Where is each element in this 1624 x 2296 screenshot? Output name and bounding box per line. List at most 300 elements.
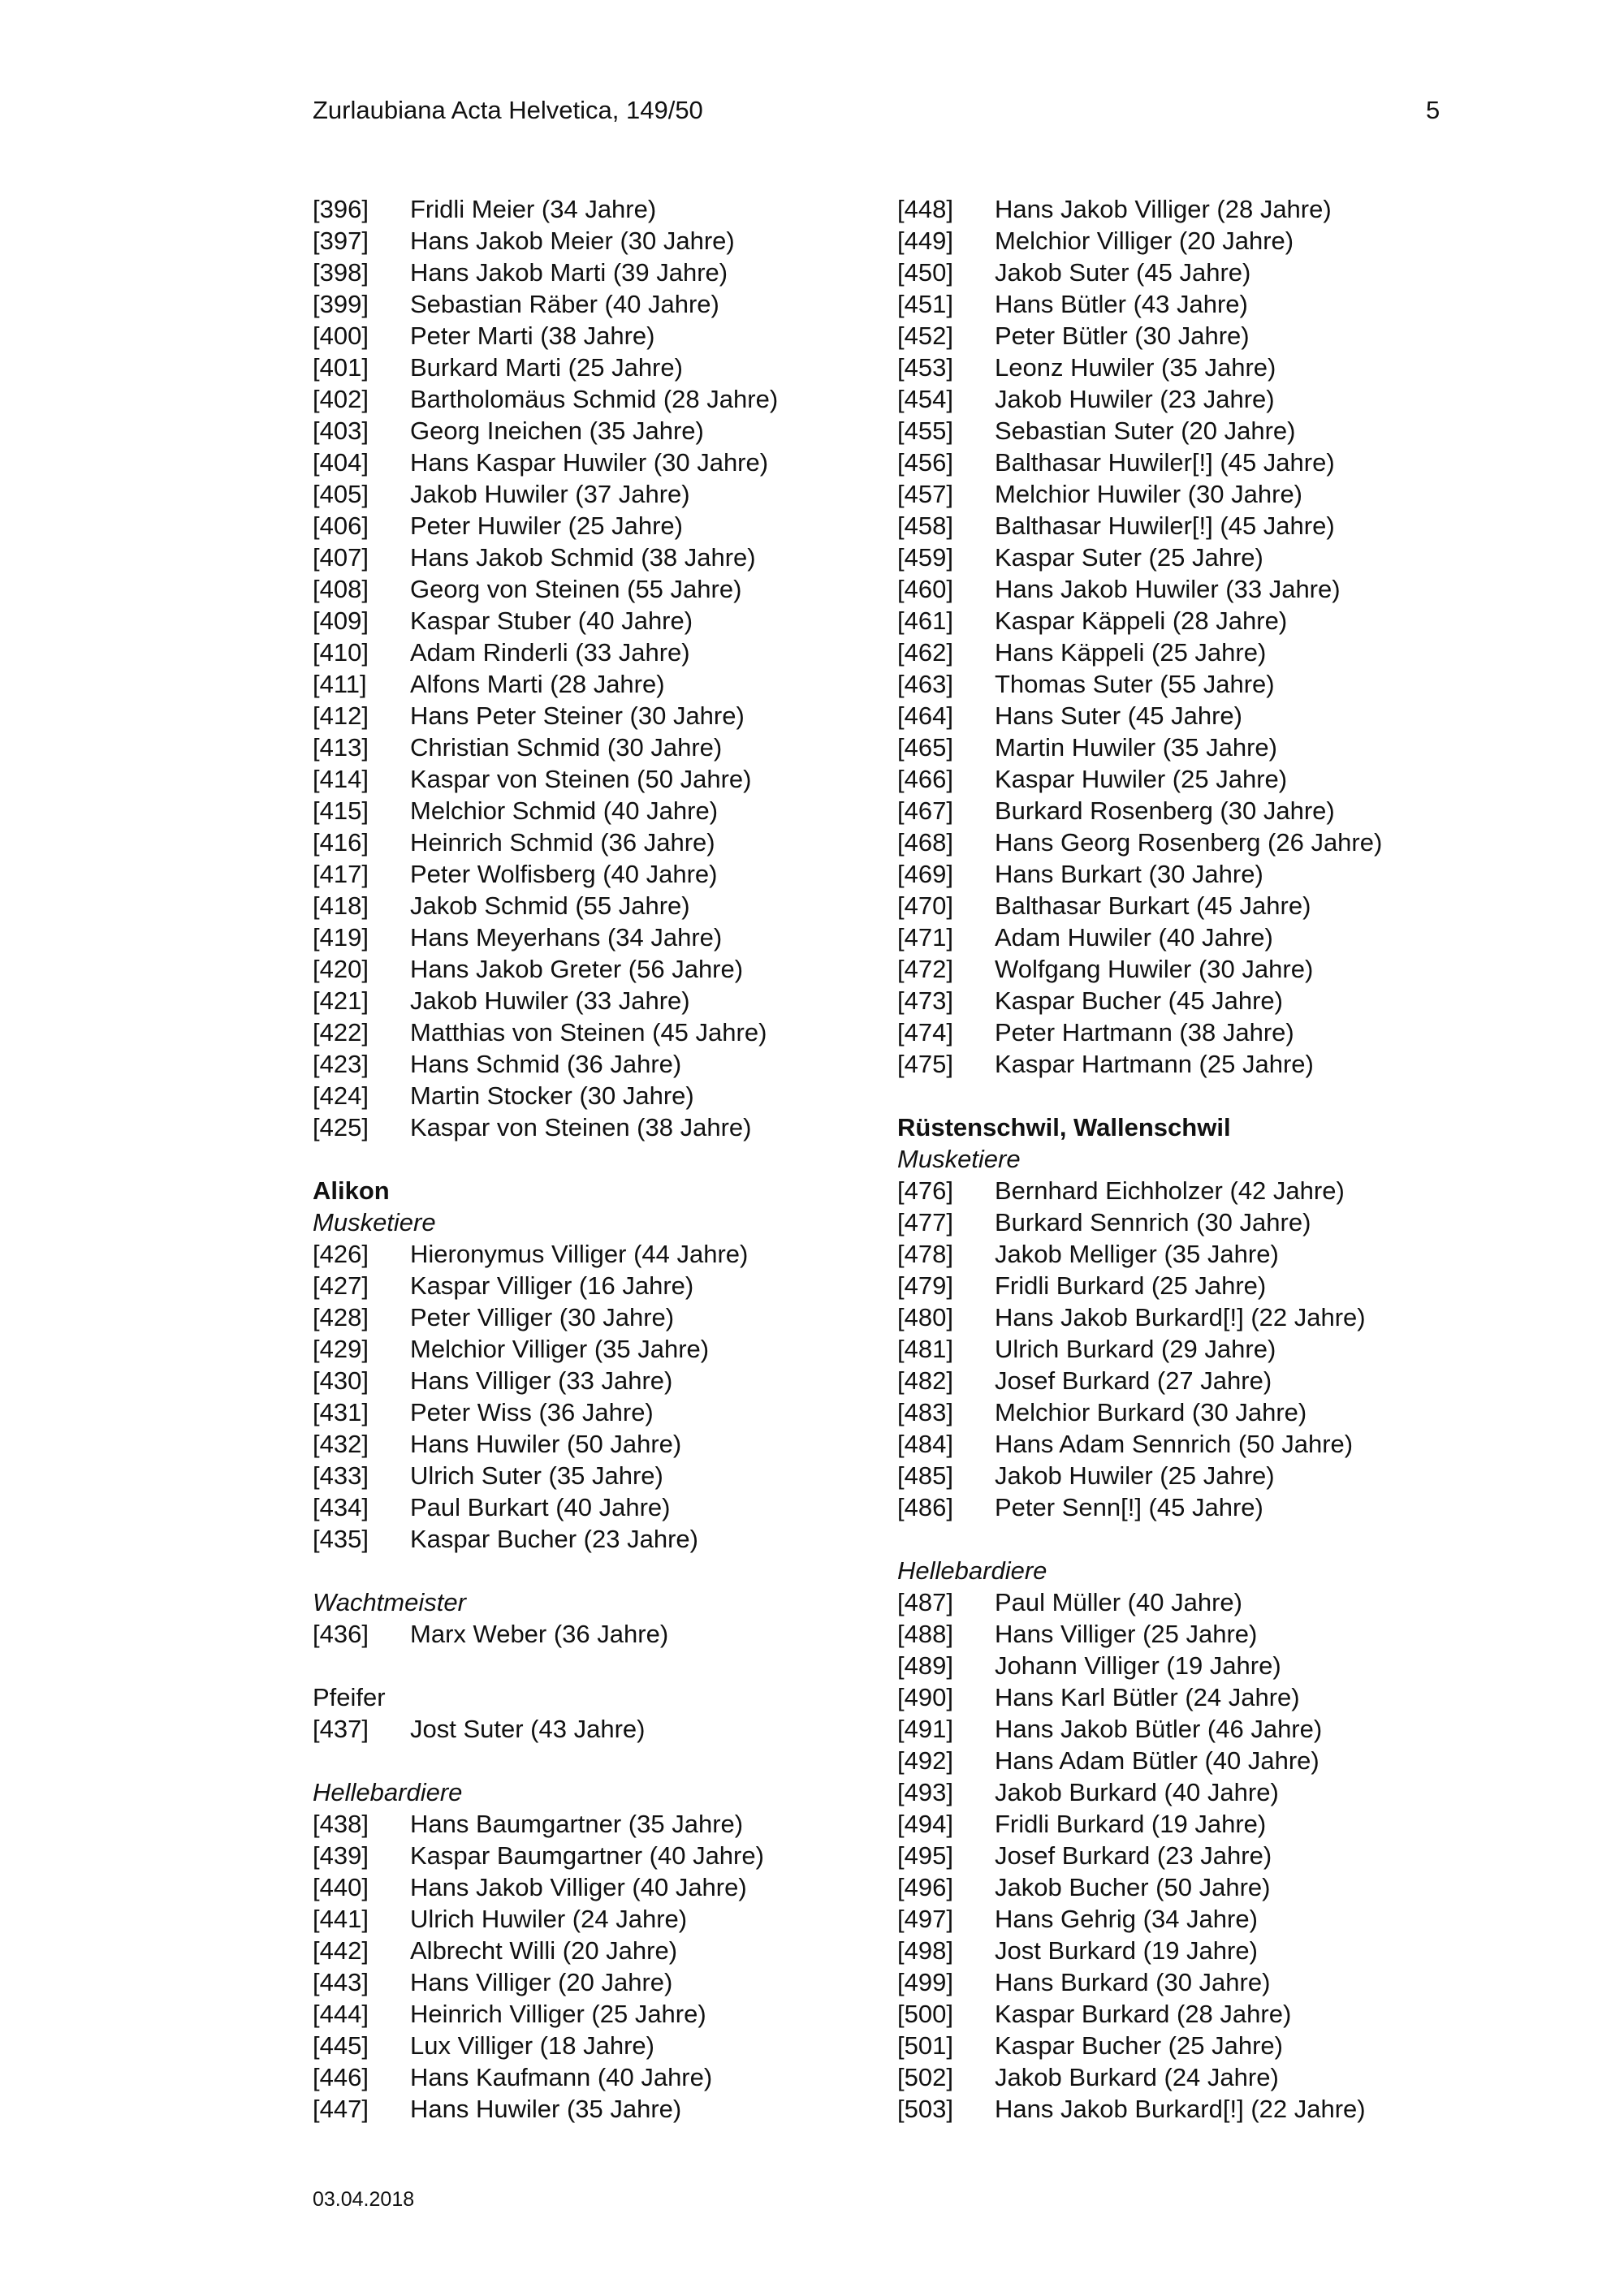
roster-entry — [313, 795, 897, 826]
entry-number: [443] — [313, 1968, 369, 1996]
roster-entry — [897, 2030, 1482, 2061]
roster-entry — [313, 1871, 897, 1903]
roster-entry — [897, 1745, 1482, 1776]
entry-number: [472] — [897, 955, 953, 983]
roster-entry — [313, 542, 897, 573]
entry-name: Hans Schmid (36 Jahre) — [410, 1050, 682, 1078]
entry-name: Marx Weber (36 Jahre) — [410, 1620, 669, 1648]
entry-name: Matthias von Steinen (45 Jahre) — [410, 1018, 767, 1047]
roster-entry — [313, 1998, 897, 2030]
roster-entry — [313, 288, 897, 320]
entry-number: [459] — [897, 543, 953, 572]
roster-entry — [313, 763, 897, 795]
entry-number: [457] — [897, 480, 953, 508]
roster-entry — [313, 1301, 897, 1333]
entry-name: Kaspar Stuber (40 Jahre) — [410, 606, 693, 635]
entry-name: Hans Georg Rosenberg (26 Jahre) — [995, 828, 1383, 857]
entry-name: Christian Schmid (30 Jahre) — [410, 733, 723, 762]
entry-number: [418] — [313, 891, 369, 920]
roster-entry — [897, 826, 1482, 858]
entry-number: [493] — [897, 1778, 953, 1806]
roster-entry — [897, 1270, 1482, 1301]
entry-number: [501] — [897, 2031, 953, 2060]
entry-name: Balthasar Burkart (45 Jahre) — [995, 891, 1311, 920]
entry-number: [479] — [897, 1271, 953, 1300]
entry-name: Hans Villiger (20 Jahre) — [410, 1968, 673, 1996]
entry-name: Hieronymus Villiger (44 Jahre) — [410, 1240, 749, 1268]
entry-number: [441] — [313, 1905, 369, 1933]
entry-number: [429] — [313, 1335, 369, 1363]
roster-entry — [897, 510, 1482, 542]
roster-entry — [313, 1016, 897, 1048]
entry-name: Fridli Burkard (25 Jahre) — [995, 1271, 1267, 1300]
entry-name: Heinrich Schmid (36 Jahre) — [410, 828, 715, 857]
entry-number: [451] — [897, 290, 953, 318]
roster-entry — [897, 447, 1482, 478]
entry-number: [469] — [897, 860, 953, 888]
roster-entry — [897, 1618, 1482, 1650]
entry-number: [500] — [897, 2000, 953, 2028]
entry-number: [438] — [313, 1810, 369, 1838]
roster-entry — [897, 2093, 1482, 2125]
roster-entry — [897, 257, 1482, 288]
roster-entry — [313, 1966, 897, 1998]
entry-number: [475] — [897, 1050, 953, 1078]
entry-number: [494] — [897, 1810, 953, 1838]
entry-name: Hans Jakob Marti (39 Jahre) — [410, 258, 728, 287]
section-spacer — [313, 1555, 897, 1586]
entry-name: Hans Peter Steiner (30 Jahre) — [410, 701, 745, 730]
entry-name: Hans Villiger (25 Jahre) — [995, 1620, 1258, 1648]
entry-name: Balthasar Huwiler[!] (45 Jahre) — [995, 448, 1335, 477]
roster-entry — [313, 1491, 897, 1523]
roster-entry — [897, 700, 1482, 732]
entry-number: [488] — [897, 1620, 953, 1648]
entry-name: Johann Villiger (19 Jahre) — [995, 1651, 1281, 1680]
roster-entry — [897, 1681, 1482, 1713]
entry-number: [404] — [313, 448, 369, 477]
roster-entry — [897, 1491, 1482, 1523]
section-spacer — [313, 1143, 897, 1175]
roster-entry — [897, 1713, 1482, 1745]
section-spacer — [313, 1650, 897, 1681]
entry-name: Martin Huwiler (35 Jahre) — [995, 733, 1277, 762]
entry-number: [454] — [897, 385, 953, 413]
roster-entry — [897, 858, 1482, 890]
roster-entry — [313, 985, 897, 1016]
entry-name: Fridli Burkard (19 Jahre) — [995, 1810, 1267, 1838]
entry-name: Melchior Huwiler (30 Jahre) — [995, 480, 1303, 508]
entry-number: [401] — [313, 353, 369, 382]
unit-heading: Hellebardiere — [313, 1778, 463, 1806]
entry-name: Kaspar Villiger (16 Jahre) — [410, 1271, 694, 1300]
roster-entry — [897, 1776, 1482, 1808]
entry-name: Burkard Rosenberg (30 Jahre) — [995, 796, 1335, 825]
entry-name: Hans Jakob Villiger (40 Jahre) — [410, 1873, 747, 1901]
entry-number: [502] — [897, 2063, 953, 2091]
roster-entry — [897, 985, 1482, 1016]
footer-date: 03.04.2018 — [313, 2188, 415, 2211]
entry-name: Melchior Schmid (40 Jahre) — [410, 796, 719, 825]
location-heading: Rüstenschwil, Wallenschwil — [897, 1113, 1231, 1142]
entry-name: Hans Baumgartner (35 Jahre) — [410, 1810, 744, 1838]
entry-number: [503] — [897, 2095, 953, 2123]
entry-number: [477] — [897, 1208, 953, 1236]
roster-entry — [313, 1333, 897, 1365]
entry-name: Hans Jakob Villiger (28 Jahre) — [995, 195, 1332, 223]
roster-entry — [897, 1016, 1482, 1048]
entry-name: Heinrich Villiger (25 Jahre) — [410, 2000, 706, 2028]
roster-entry — [313, 510, 897, 542]
entry-name: Wolfgang Huwiler (30 Jahre) — [995, 955, 1314, 983]
roster-entry — [313, 1618, 897, 1650]
entry-number: [420] — [313, 955, 369, 983]
entry-number: [400] — [313, 322, 369, 350]
entry-number: [455] — [897, 416, 953, 445]
entry-number: [484] — [897, 1430, 953, 1458]
entry-name: Hans Jakob Greter (56 Jahre) — [410, 955, 744, 983]
entry-number: [476] — [897, 1176, 953, 1205]
entry-name: Kaspar Bucher (45 Jahre) — [995, 986, 1283, 1015]
entry-name: Hans Huwiler (50 Jahre) — [410, 1430, 682, 1458]
entry-name: Ulrich Huwiler (24 Jahre) — [410, 1905, 688, 1933]
roster-entry — [313, 225, 897, 257]
entry-name: Kaspar von Steinen (38 Jahre) — [410, 1113, 752, 1142]
entry-name: Kaspar Hartmann (25 Jahre) — [995, 1050, 1314, 1078]
entry-number: [495] — [897, 1841, 953, 1870]
entry-name: Peter Huwiler (25 Jahre) — [410, 511, 683, 540]
entry-number: [450] — [897, 258, 953, 287]
entry-number: [415] — [313, 796, 369, 825]
page-header-title: Zurlaubiana Acta Helvetica, 149/50 — [313, 96, 703, 124]
roster-entry — [313, 1396, 897, 1428]
entry-name: Peter Wolfisberg (40 Jahre) — [410, 860, 718, 888]
entry-number: [397] — [313, 227, 369, 255]
roster-entry — [897, 1840, 1482, 1871]
entry-name: Hans Burkard (30 Jahre) — [995, 1968, 1271, 1996]
roster-entry — [313, 1840, 897, 1871]
entry-name: Hans Jakob Bütler (46 Jahre) — [995, 1715, 1323, 1743]
entry-number: [412] — [313, 701, 369, 730]
entry-name: Melchior Villiger (35 Jahre) — [410, 1335, 710, 1363]
roster-entry — [897, 921, 1482, 953]
entry-name: Kaspar Baumgartner (40 Jahre) — [410, 1841, 764, 1870]
entry-number: [465] — [897, 733, 953, 762]
entry-name: Ulrich Suter (35 Jahre) — [410, 1461, 663, 1490]
entry-name: Paul Burkart (40 Jahre) — [410, 1493, 671, 1521]
roster-entry — [313, 352, 897, 383]
entry-name: Melchior Burkard (30 Jahre) — [995, 1398, 1307, 1426]
entry-name: Peter Wiss (36 Jahre) — [410, 1398, 654, 1426]
roster-entry — [897, 1650, 1482, 1681]
entry-number: [413] — [313, 733, 369, 762]
entry-number: [464] — [897, 701, 953, 730]
roster-entry — [897, 1903, 1482, 1935]
entry-name: Kaspar Bucher (23 Jahre) — [410, 1525, 698, 1553]
roster-entry — [897, 1808, 1482, 1840]
roster-entry — [313, 668, 897, 700]
entry-name: Peter Hartmann (38 Jahre) — [995, 1018, 1294, 1047]
roster-entry — [313, 2093, 897, 2125]
entry-number: [453] — [897, 353, 953, 382]
entry-name: Hans Suter (45 Jahre) — [995, 701, 1242, 730]
entry-number: [468] — [897, 828, 953, 857]
entry-name: Jakob Burkard (24 Jahre) — [995, 2063, 1279, 2091]
roster-entry — [313, 257, 897, 288]
entry-number: [436] — [313, 1620, 369, 1648]
entry-name: Hans Kaspar Huwiler (30 Jahre) — [410, 448, 769, 477]
roster-entry — [897, 1301, 1482, 1333]
roster-entry — [897, 1333, 1482, 1365]
entry-name: Jakob Schmid (55 Jahre) — [410, 891, 690, 920]
entry-number: [427] — [313, 1271, 369, 1300]
entry-name: Hans Jakob Burkard[!] (22 Jahre) — [995, 1303, 1366, 1331]
entry-number: [456] — [897, 448, 953, 477]
roster-entry — [897, 352, 1482, 383]
entry-number: [405] — [313, 480, 369, 508]
entry-number: [419] — [313, 923, 369, 952]
entry-name: Josef Burkard (23 Jahre) — [995, 1841, 1272, 1870]
roster-entry — [897, 1175, 1482, 1206]
unit-heading: Pfeifer — [313, 1683, 386, 1711]
roster-entry — [313, 2061, 897, 2093]
entry-number: [492] — [897, 1746, 953, 1775]
roster-entry — [313, 478, 897, 510]
entry-name: Kaspar Burkard (28 Jahre) — [995, 2000, 1292, 2028]
roster-entry — [897, 1238, 1482, 1270]
entry-number: [491] — [897, 1715, 953, 1743]
entry-name: Hans Adam Sennrich (50 Jahre) — [995, 1430, 1354, 1458]
entry-name: Ulrich Burkard (29 Jahre) — [995, 1335, 1276, 1363]
roster-entry — [313, 1365, 897, 1396]
entry-name: Jakob Huwiler (37 Jahre) — [410, 480, 690, 508]
entry-name: Peter Marti (38 Jahre) — [410, 322, 655, 350]
roster-entry — [313, 1080, 897, 1111]
entry-number: [417] — [313, 860, 369, 888]
section-spacer — [897, 1080, 1482, 1111]
unit-heading: Musketiere — [897, 1145, 1021, 1173]
roster-entry — [897, 1460, 1482, 1491]
roster-entry — [313, 605, 897, 637]
entry-number: [467] — [897, 796, 953, 825]
entry-number: [490] — [897, 1683, 953, 1711]
roster-entry — [313, 1523, 897, 1555]
entry-number: [460] — [897, 575, 953, 603]
roster-entry — [313, 1428, 897, 1460]
roster-entry — [897, 732, 1482, 763]
entry-name: Paul Müller (40 Jahre) — [995, 1588, 1242, 1616]
entry-number: [406] — [313, 511, 369, 540]
entry-number: [396] — [313, 195, 369, 223]
roster-entry — [313, 1713, 897, 1745]
roster-entry — [313, 193, 897, 225]
entry-name: Hans Käppeli (25 Jahre) — [995, 638, 1267, 667]
entry-name: Bernhard Eichholzer (42 Jahre) — [995, 1176, 1345, 1205]
entry-number: [435] — [313, 1525, 369, 1553]
roster-entry — [313, 383, 897, 415]
entry-name: Alfons Marti (28 Jahre) — [410, 670, 665, 698]
entry-number: [499] — [897, 1968, 953, 1996]
roster-entry — [313, 1238, 897, 1270]
entry-number: [421] — [313, 986, 369, 1015]
entry-name: Jakob Burkard (40 Jahre) — [995, 1778, 1279, 1806]
entry-name: Kaspar Käppeli (28 Jahre) — [995, 606, 1288, 635]
roster-entry — [313, 573, 897, 605]
entry-name: Kaspar Huwiler (25 Jahre) — [995, 765, 1288, 793]
unit-heading: Musketiere — [313, 1208, 436, 1236]
unit-heading: Wachtmeister — [313, 1588, 466, 1616]
entry-number: [402] — [313, 385, 369, 413]
roster-entry — [313, 890, 897, 921]
entry-number: [458] — [897, 511, 953, 540]
entry-number: [461] — [897, 606, 953, 635]
entry-number: [416] — [313, 828, 369, 857]
entry-number: [462] — [897, 638, 953, 667]
entry-name: Albrecht Willi (20 Jahre) — [410, 1936, 678, 1965]
entry-name: Adam Huwiler (40 Jahre) — [995, 923, 1273, 952]
entry-name: Kaspar Suter (25 Jahre) — [995, 543, 1263, 572]
entry-number: [428] — [313, 1303, 369, 1331]
entry-number: [433] — [313, 1461, 369, 1490]
entry-number: [398] — [313, 258, 369, 287]
roster-entry — [897, 383, 1482, 415]
entry-number: [423] — [313, 1050, 369, 1078]
entry-name: Jakob Suter (45 Jahre) — [995, 258, 1251, 287]
entry-name: Georg von Steinen (55 Jahre) — [410, 575, 742, 603]
entry-name: Thomas Suter (55 Jahre) — [995, 670, 1275, 698]
entry-name: Hans Jakob Schmid (38 Jahre) — [410, 543, 756, 572]
roster-entry — [313, 1048, 897, 1080]
entry-number: [445] — [313, 2031, 369, 2060]
entry-name: Peter Senn[!] (45 Jahre) — [995, 1493, 1263, 1521]
entry-name: Peter Bütler (30 Jahre) — [995, 322, 1250, 350]
right-column — [897, 193, 1482, 2125]
roster-entry — [313, 826, 897, 858]
roster-entry — [897, 605, 1482, 637]
entry-number: [399] — [313, 290, 369, 318]
entry-name: Adam Rinderli (33 Jahre) — [410, 638, 690, 667]
roster-entry — [897, 1998, 1482, 2030]
roster-entry — [897, 763, 1482, 795]
entry-number: [448] — [897, 195, 953, 223]
entry-name: Jakob Huwiler (25 Jahre) — [995, 1461, 1275, 1490]
entry-name: Hans Jakob Huwiler (33 Jahre) — [995, 575, 1341, 603]
roster-entry — [313, 1808, 897, 1840]
entry-name: Peter Villiger (30 Jahre) — [410, 1303, 675, 1331]
entry-name: Burkard Marti (25 Jahre) — [410, 353, 683, 382]
entry-number: [432] — [313, 1430, 369, 1458]
entry-number: [437] — [313, 1715, 369, 1743]
roster-entry — [897, 573, 1482, 605]
entry-name: Kaspar Bucher (25 Jahre) — [995, 2031, 1283, 2060]
entry-number: [481] — [897, 1335, 953, 1363]
entry-number: [463] — [897, 670, 953, 698]
entry-name: Jakob Huwiler (33 Jahre) — [410, 986, 690, 1015]
entry-number: [482] — [897, 1366, 953, 1395]
entry-name: Bartholomäus Schmid (28 Jahre) — [410, 385, 779, 413]
location-heading: Alikon — [313, 1176, 390, 1205]
entry-number: [449] — [897, 227, 953, 255]
roster-entry — [897, 1206, 1482, 1238]
section-spacer — [313, 1745, 897, 1776]
entry-name: Fridli Meier (34 Jahre) — [410, 195, 657, 223]
roster-entry — [897, 1396, 1482, 1428]
entry-number: [442] — [313, 1936, 369, 1965]
roster-entry — [897, 478, 1482, 510]
entry-name: Hans Karl Bütler (24 Jahre) — [995, 1683, 1300, 1711]
entry-number: [434] — [313, 1493, 369, 1521]
entry-number: [408] — [313, 575, 369, 603]
roster-entry — [313, 700, 897, 732]
roster-entry — [313, 637, 897, 668]
entry-number: [411] — [313, 670, 367, 698]
entry-name: Hans Jakob Meier (30 Jahre) — [410, 227, 735, 255]
entry-name: Melchior Villiger (20 Jahre) — [995, 227, 1294, 255]
entry-number: [473] — [897, 986, 953, 1015]
entry-number: [498] — [897, 1936, 953, 1965]
roster-entry — [313, 1111, 897, 1143]
entry-name: Hans Meyerhans (34 Jahre) — [410, 923, 723, 952]
entry-number: [440] — [313, 1873, 369, 1901]
entry-name: Hans Gehrig (34 Jahre) — [995, 1905, 1258, 1933]
roster-entry — [313, 1935, 897, 1966]
entry-number: [426] — [313, 1240, 369, 1268]
entry-number: [471] — [897, 923, 953, 952]
roster-entry — [313, 415, 897, 447]
entry-name: Kaspar von Steinen (50 Jahre) — [410, 765, 752, 793]
roster-entry — [897, 1428, 1482, 1460]
entry-name: Hans Adam Bütler (40 Jahre) — [995, 1746, 1320, 1775]
roster-entry — [897, 668, 1482, 700]
entry-name: Jakob Bucher (50 Jahre) — [995, 1873, 1271, 1901]
entry-name: Sebastian Suter (20 Jahre) — [995, 416, 1296, 445]
left-column — [313, 193, 897, 2125]
roster-entry — [313, 732, 897, 763]
entry-number: [497] — [897, 1905, 953, 1933]
entry-number: [446] — [313, 2063, 369, 2091]
entry-name: Hans Bütler (43 Jahre) — [995, 290, 1248, 318]
entry-number: [409] — [313, 606, 369, 635]
unit-heading: Hellebardiere — [897, 1556, 1047, 1585]
entry-name: Balthasar Huwiler[!] (45 Jahre) — [995, 511, 1335, 540]
roster-entry — [897, 890, 1482, 921]
entry-number: [439] — [313, 1841, 369, 1870]
entry-number: [489] — [897, 1651, 953, 1680]
roster-entry — [313, 447, 897, 478]
roster-entry — [897, 2061, 1482, 2093]
entry-name: Lux Villiger (18 Jahre) — [410, 2031, 654, 2060]
entry-name: Leonz Huwiler (35 Jahre) — [995, 353, 1276, 382]
entry-number: [425] — [313, 1113, 369, 1142]
roster-entry — [313, 2030, 897, 2061]
roster-entry — [313, 1270, 897, 1301]
entry-number: [483] — [897, 1398, 953, 1426]
entry-number: [466] — [897, 765, 953, 793]
roster-entry — [897, 1966, 1482, 1998]
entry-number: [407] — [313, 543, 369, 572]
entry-number: [430] — [313, 1366, 369, 1395]
entry-name: Jakob Melliger (35 Jahre) — [995, 1240, 1279, 1268]
roster-entry — [313, 1903, 897, 1935]
entry-name: Burkard Sennrich (30 Jahre) — [995, 1208, 1311, 1236]
entry-name: Martin Stocker (30 Jahre) — [410, 1081, 694, 1110]
entry-number: [478] — [897, 1240, 953, 1268]
entry-name: Jost Burkard (19 Jahre) — [995, 1936, 1258, 1965]
entry-number: [480] — [897, 1303, 953, 1331]
entry-number: [424] — [313, 1081, 369, 1110]
entry-number: [474] — [897, 1018, 953, 1047]
roster-entry — [313, 921, 897, 953]
